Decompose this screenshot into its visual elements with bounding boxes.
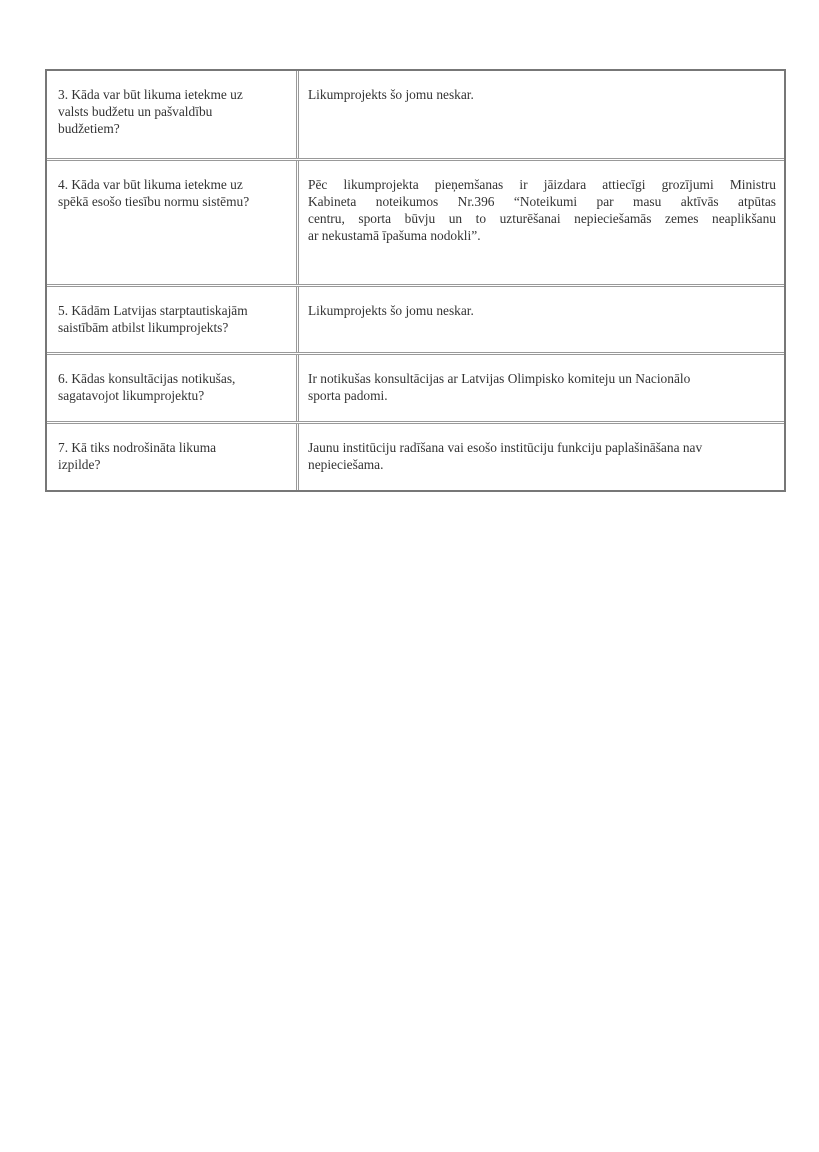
text-line: sagatavojot likumprojektu?	[58, 388, 205, 403]
question-cell	[47, 71, 299, 158]
question-cell	[47, 424, 299, 490]
text-line: Kabineta noteikumos Nr.396 “Noteikumi par masu aktīvās atpūtas	[308, 194, 776, 209]
annotation-table	[45, 69, 786, 492]
text-line: valsts budžetu un pašvaldību	[58, 104, 213, 119]
text-line: Jaunu institūciju radīšana vai esošo institūciju funkciju paplašināšana nav	[308, 440, 703, 455]
text-line: nepieciešama.	[308, 457, 384, 472]
table-row	[47, 352, 784, 421]
question-cell	[47, 355, 299, 421]
text-line: saistībām atbilst likumprojekts?	[58, 320, 229, 335]
text-line: 4. Kāda var būt likuma ietekme uz	[58, 177, 243, 192]
text-line: centru, sporta būvju un to uzturēšanai nepieciešamās zemes neaplikšanu	[308, 211, 776, 226]
text-line: spēkā esošo tiesību normu sistēmu?	[58, 194, 250, 209]
text-line: Likumprojekts šo jomu neskar.	[308, 87, 474, 102]
answer-cell	[299, 287, 784, 352]
table-row	[47, 71, 784, 158]
text-line: 6. Kādas konsultācijas notikušas,	[58, 371, 236, 386]
answer-cell	[299, 71, 784, 158]
text-line: 5. Kādām Latvijas starptautiskajām	[58, 303, 248, 318]
text-line: sporta padomi.	[308, 388, 388, 403]
table-row	[47, 158, 784, 284]
text-line: budžetiem?	[58, 121, 120, 136]
text-line: 7. Kā tiks nodrošināta likuma	[58, 440, 217, 455]
table-row	[47, 421, 784, 490]
text-line: Likumprojekts šo jomu neskar.	[308, 303, 474, 318]
text-line: Pēc likumprojekta pieņemšanas ir jāizdara attiecīgi grozījumi Ministru	[308, 177, 776, 192]
answer-cell	[299, 355, 784, 421]
table-row	[47, 284, 784, 352]
answer-cell	[299, 161, 784, 284]
text-line: 3. Kāda var būt likuma ietekme uz	[58, 87, 243, 102]
answer-cell	[299, 424, 784, 490]
question-cell	[47, 287, 299, 352]
text-line: ar nekustamā īpašuma nodokli”.	[308, 228, 481, 243]
question-cell	[47, 161, 299, 284]
text-line: izpilde?	[58, 457, 101, 472]
text-line: Ir notikušas konsultācijas ar Latvijas Olimpisko komiteju un Nacionālo	[308, 371, 691, 386]
